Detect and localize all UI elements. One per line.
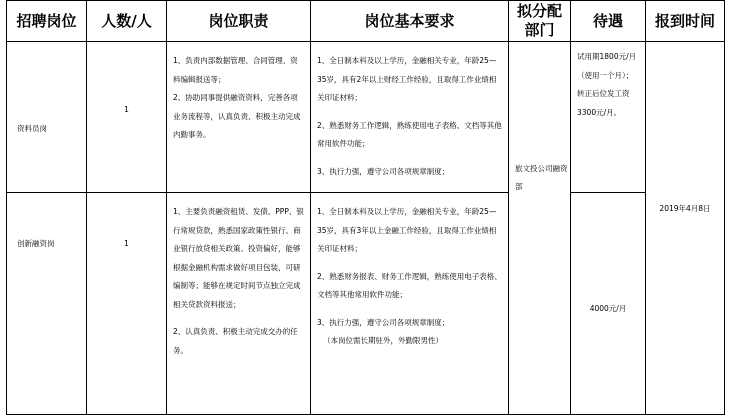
requirement-item: 1、全日制本科及以上学历，金融相关专业，年龄25—35岁，具有2年以上财经工作经验，且取得工作业绩相关印证材料； [317,56,497,102]
duty-item: 2、协助同事提供融资资料，完善各项业务流程等，认真负责、积极主动完成内勤事务。 [173,93,301,139]
requirements-cell [311,193,509,415]
salary-cell: 试用期1800元/月（使用一个月）；转正后位发工资3300元/月。 [571,42,646,193]
requirement-item: 3、执行力强，遵守公司各项规章制度； [317,166,450,176]
requirement-item: 2、熟悉财务工作逻辑，熟练使用电子表格、文档等其他常用软件功能； [317,120,502,148]
recruitment-table [6,0,725,415]
position-cell: 资料员岗 [7,42,87,193]
table-row [7,42,725,193]
position-cell: 创新融资岗 [7,193,87,415]
header-duties: 岗位职责 [167,1,311,42]
department-cell: 旅文投公司融资部 [509,42,571,415]
header-position: 招聘岗位 [7,1,87,42]
duty-item: 2、认真负责、积极主动完成交办的任务。 [173,327,298,355]
table-row [7,193,725,415]
count-cell: 1 [87,193,167,415]
requirement-item: 2、熟悉财务报表、财务工作逻辑，熟练使用电子表格、文档等其他常用软件功能； [317,271,502,299]
duties-cell [167,42,311,193]
requirements-cell [311,42,509,193]
header-requirements: 岗位基本要求 [311,1,509,42]
requirement-item: 3、执行力强，遵守公司各项规章制度； [317,317,450,327]
count-cell: 1 [87,42,167,193]
requirement-note: （本岗位需长期驻外，外勤限男性） [323,336,443,345]
header-report-date: 报到时间 [646,1,725,42]
header-salary: 待遇 [571,1,646,42]
header-row [7,1,725,42]
requirement-item: 1、全日制本科及以上学历，金融相关专业，年龄25—35岁，具有3年以上金融工作经验，且取得工作业绩相关印证材料； [317,207,497,253]
header-department: 拟分配部门 [509,1,571,42]
duty-item: 1、主要负责融资租赁、发债、PPP、银行常规贷款，熟悉国家政策性银行、商业银行放贷相关政策、投资偏好，能够根据金融机构需求做好项目包装，可研编制等；能够在规定时间节点独立完成相关贷款资料报送； [173,207,304,309]
duties-cell [167,193,311,415]
report-date-cell: 2019年4月8日 [646,42,725,415]
header-count: 人数/人 [87,1,167,42]
salary-cell: 4000元/月 [571,193,646,415]
duty-item: 1、负责内部数据管理、合同管理、资料编辑报送等； [173,56,298,84]
